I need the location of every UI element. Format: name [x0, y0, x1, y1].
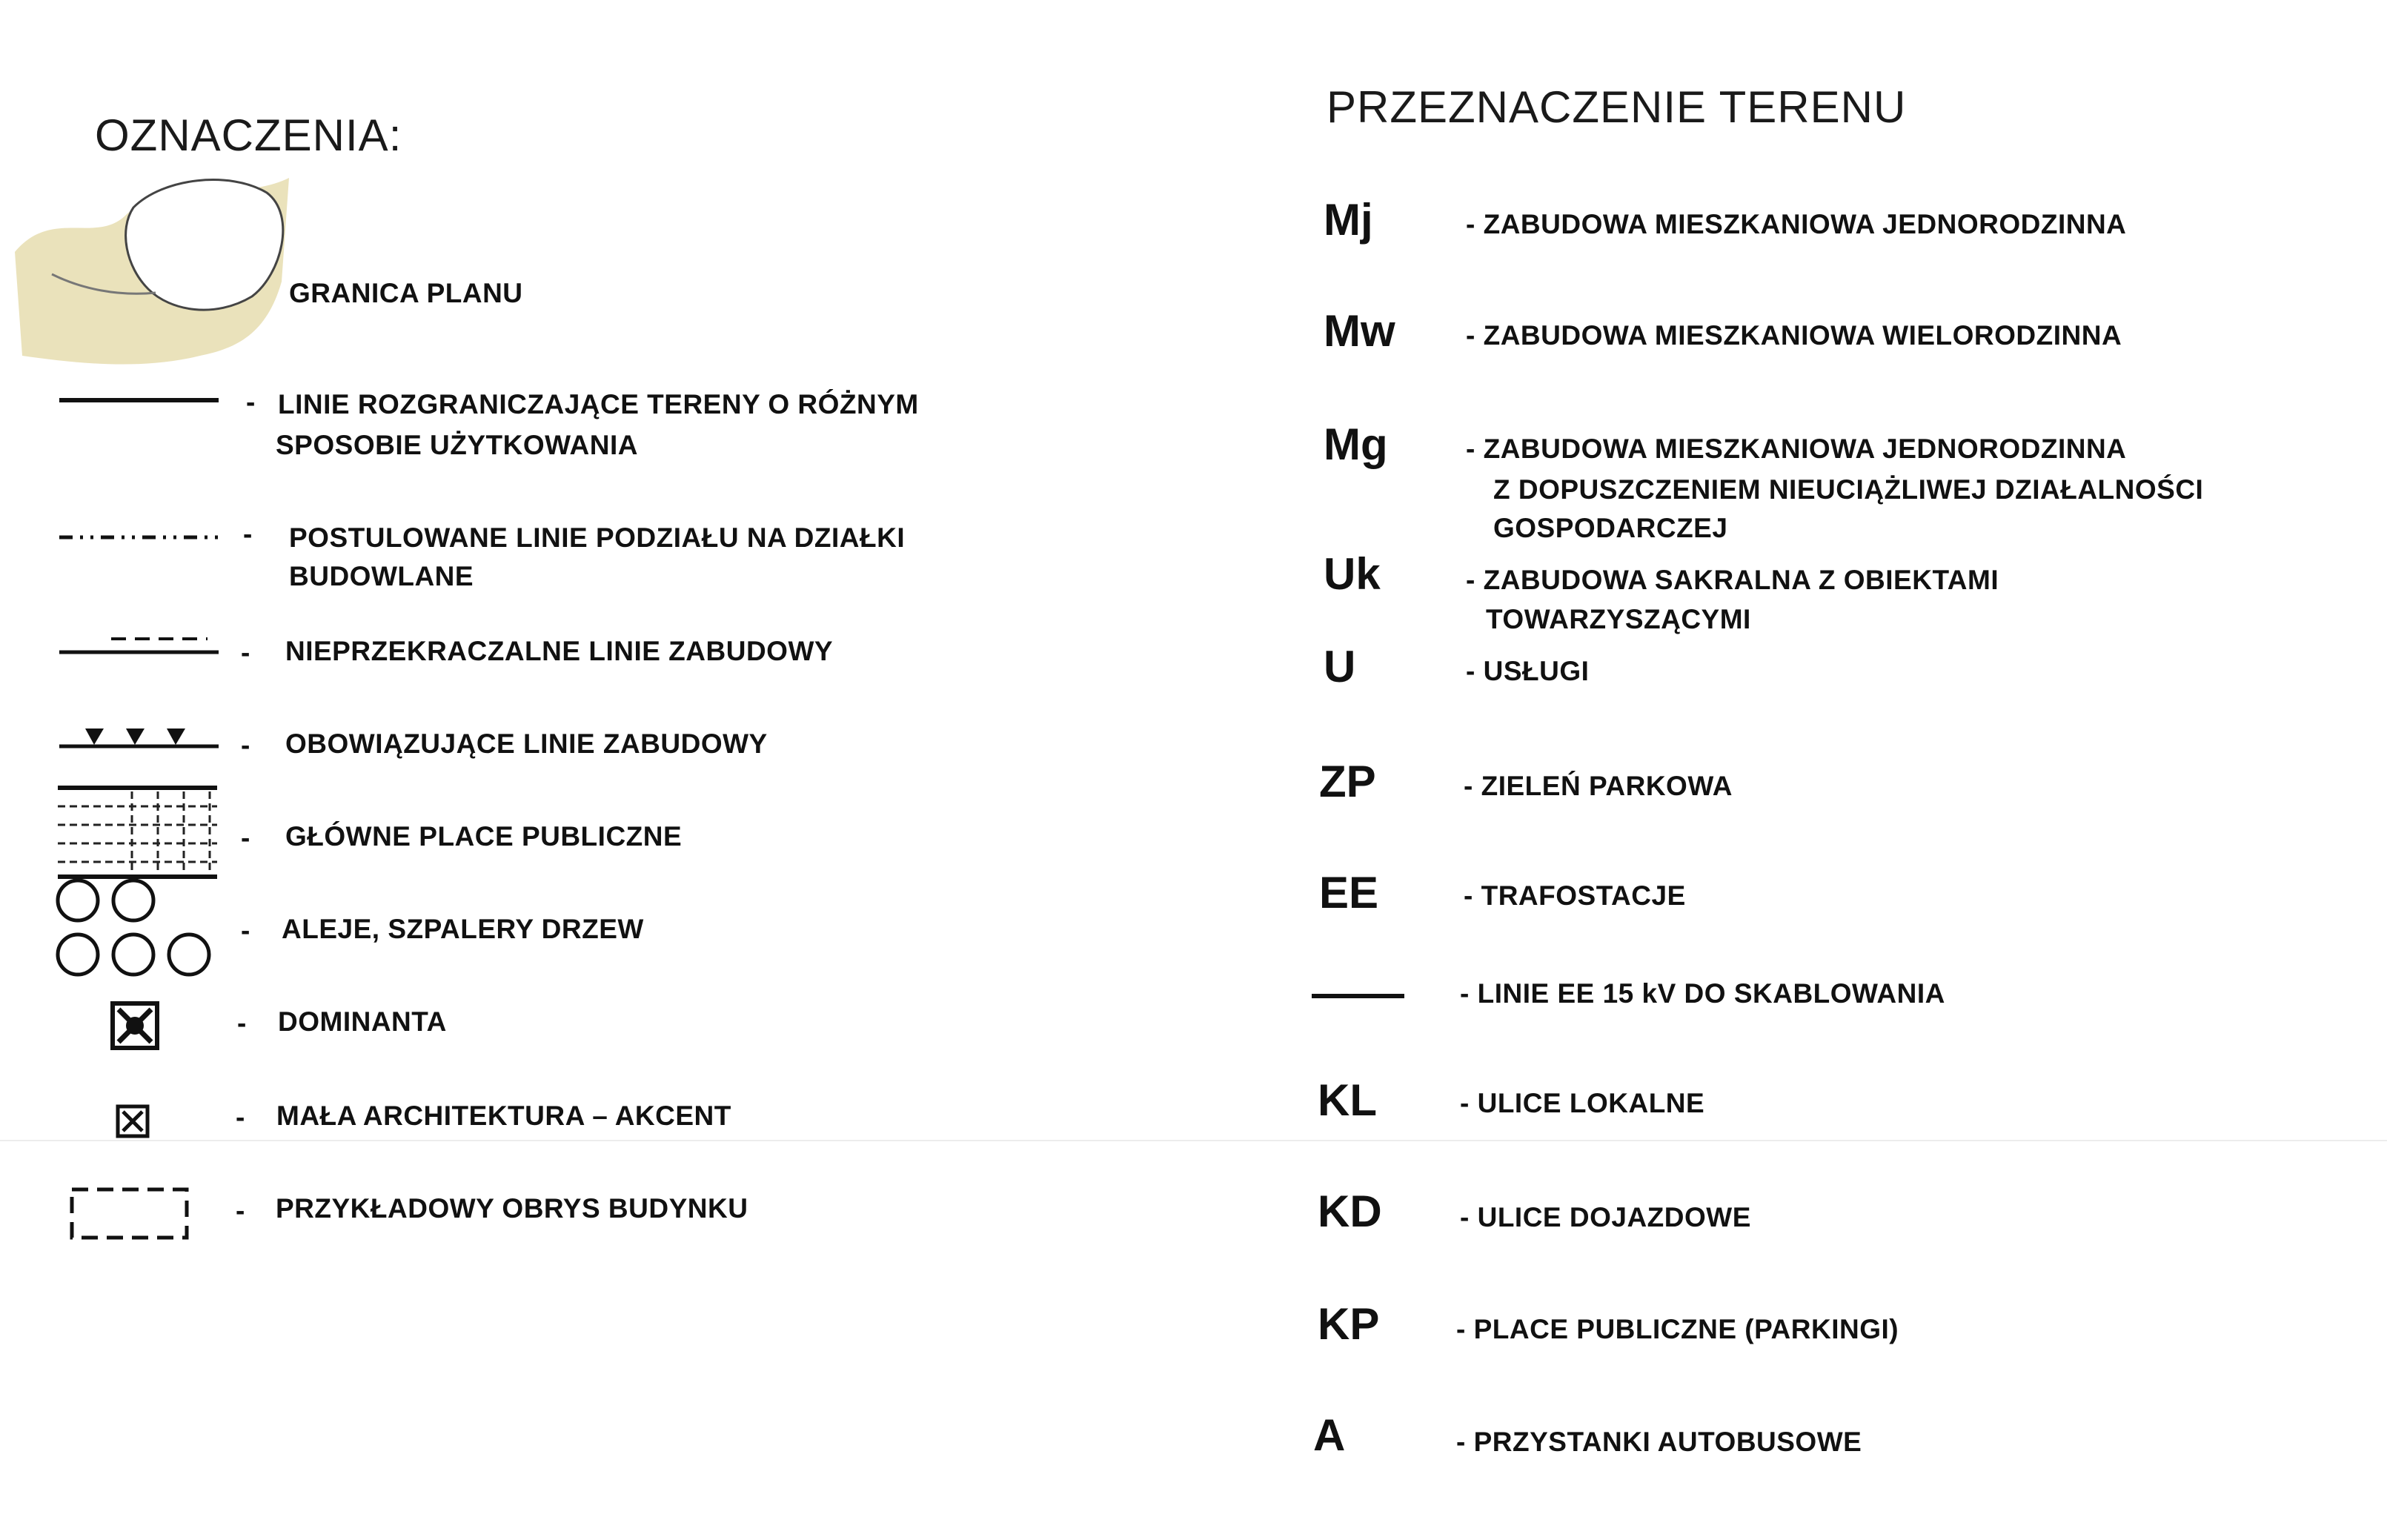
- code-mg: Mg: [1324, 419, 1388, 469]
- legend-dash-8: -: [237, 1008, 247, 1038]
- land-use-heading: PRZEZNACZENIE TERENU: [1327, 82, 1907, 132]
- legend-dash-3: -: [243, 519, 253, 549]
- code-uk: Uk: [1324, 549, 1381, 599]
- land-use-label-mg: - ZABUDOWA MIESZKANIOWA JEDNORODZINNA: [1466, 434, 2127, 464]
- legend-label-8: DOMINANTA: [278, 1006, 447, 1037]
- legend-label-9: MAŁA ARCHITEKTURA – AKCENT: [276, 1101, 731, 1131]
- land-use-label-a: - PRZYSTANKI AUTOBUSOWE: [1456, 1427, 1862, 1457]
- legend-label-7: ALEJE, SZPALERY DRZEW: [282, 914, 644, 944]
- land-use-label-zp: - ZIELEŃ PARKOWA: [1464, 771, 1733, 801]
- code-ee: EE: [1319, 868, 1379, 917]
- code-zp: ZP: [1319, 757, 1376, 806]
- land-use-label-mw: - ZABUDOWA MIESZKANIOWA WIELORODZINNA: [1466, 320, 2122, 351]
- land-use-label-kp: - PLACE PUBLICZNE (PARKINGI): [1456, 1314, 1899, 1344]
- land-use-label-u: - USŁUGI: [1466, 656, 1590, 686]
- boxed-x-small-icon: [116, 1104, 153, 1141]
- code-a: A: [1313, 1410, 1346, 1460]
- legend-label-2b: SPOSOBIE UŻYTKOWANIA: [276, 430, 638, 460]
- legend-dash-4: -: [241, 637, 250, 668]
- dash-dot-line-icon: [59, 530, 222, 545]
- legend-label-10: PRZYKŁADOWY OBRYS BUDYNKU: [276, 1193, 748, 1224]
- hatched-square-icon: [58, 784, 221, 880]
- legend-label-5: OBOWIĄZUJĄCE LINIE ZABUDOWY: [285, 728, 768, 759]
- solid-line-icon: [59, 393, 222, 408]
- boxed-x-large-icon: [110, 1000, 162, 1052]
- power-line-icon: [1312, 989, 1408, 1003]
- land-use-label-kd: - ULICE DOJAZDOWE: [1460, 1202, 1751, 1232]
- code-kp: KP: [1318, 1299, 1380, 1349]
- legend-dash-2: -: [246, 387, 256, 417]
- code-u: U: [1324, 642, 1356, 691]
- legend-label-1: GRANICA PLANU: [289, 278, 523, 308]
- dashed-build-line-icon: [59, 630, 222, 660]
- code-mw: Mw: [1324, 306, 1395, 356]
- legend-label-4: NIEPRZEKRACZALNE LINIE ZABUDOWY: [285, 636, 834, 666]
- legend-label-3: POSTULOWANE LINIE PODZIAŁU NA DZIAŁKI: [289, 522, 906, 553]
- legend-dash-7: -: [241, 915, 250, 946]
- legend-dash-5: -: [241, 730, 250, 760]
- code-kl: KL: [1318, 1075, 1377, 1125]
- legend-label-6: GŁÓWNE PLACE PUBLICZNE: [285, 821, 683, 852]
- tree-circles-icon: [56, 878, 219, 978]
- land-use-label-kl: - ULICE LOKALNE: [1460, 1088, 1705, 1118]
- legend-heading: OZNACZENIA:: [95, 110, 402, 160]
- land-use-label-ee: - TRAFOSTACJE: [1464, 880, 1686, 911]
- land-use-label-mg-2: Z DOPUSZCZENIEM NIEUCIĄŻLIWEJ DZIAŁALNOŚCI: [1493, 474, 2204, 505]
- legend-label-2: LINIE ROZGRANICZAJĄCE TERENY O RÓŻNYM: [278, 389, 919, 419]
- legend-label-3b: BUDOWLANE: [289, 561, 474, 591]
- boundary-patch-icon: [7, 163, 304, 378]
- land-use-label-mg-3: GOSPODARCZEJ: [1493, 513, 1728, 543]
- land-use-label-uk: - ZABUDOWA SAKRALNA Z OBIEKTAMI: [1466, 565, 1999, 595]
- land-use-label-mj: - ZABUDOWA MIESZKANIOWA JEDNORODZINNA: [1466, 209, 2127, 239]
- dashed-rectangle-icon: [68, 1186, 194, 1245]
- code-kd: KD: [1318, 1186, 1382, 1236]
- scan-divider: [0, 1140, 2387, 1141]
- land-use-label-uk-2: TOWARZYSZĄCYMI: [1486, 604, 1751, 634]
- code-mj: Mj: [1324, 195, 1373, 245]
- land-use-label-ee-line: - LINIE EE 15 kV DO SKABLOWANIA: [1460, 978, 1945, 1009]
- legend-dash-6: -: [241, 823, 250, 853]
- legend-dash-10: -: [236, 1195, 245, 1226]
- triangle-build-line-icon: [59, 723, 222, 752]
- legend-dash-9: -: [236, 1102, 245, 1132]
